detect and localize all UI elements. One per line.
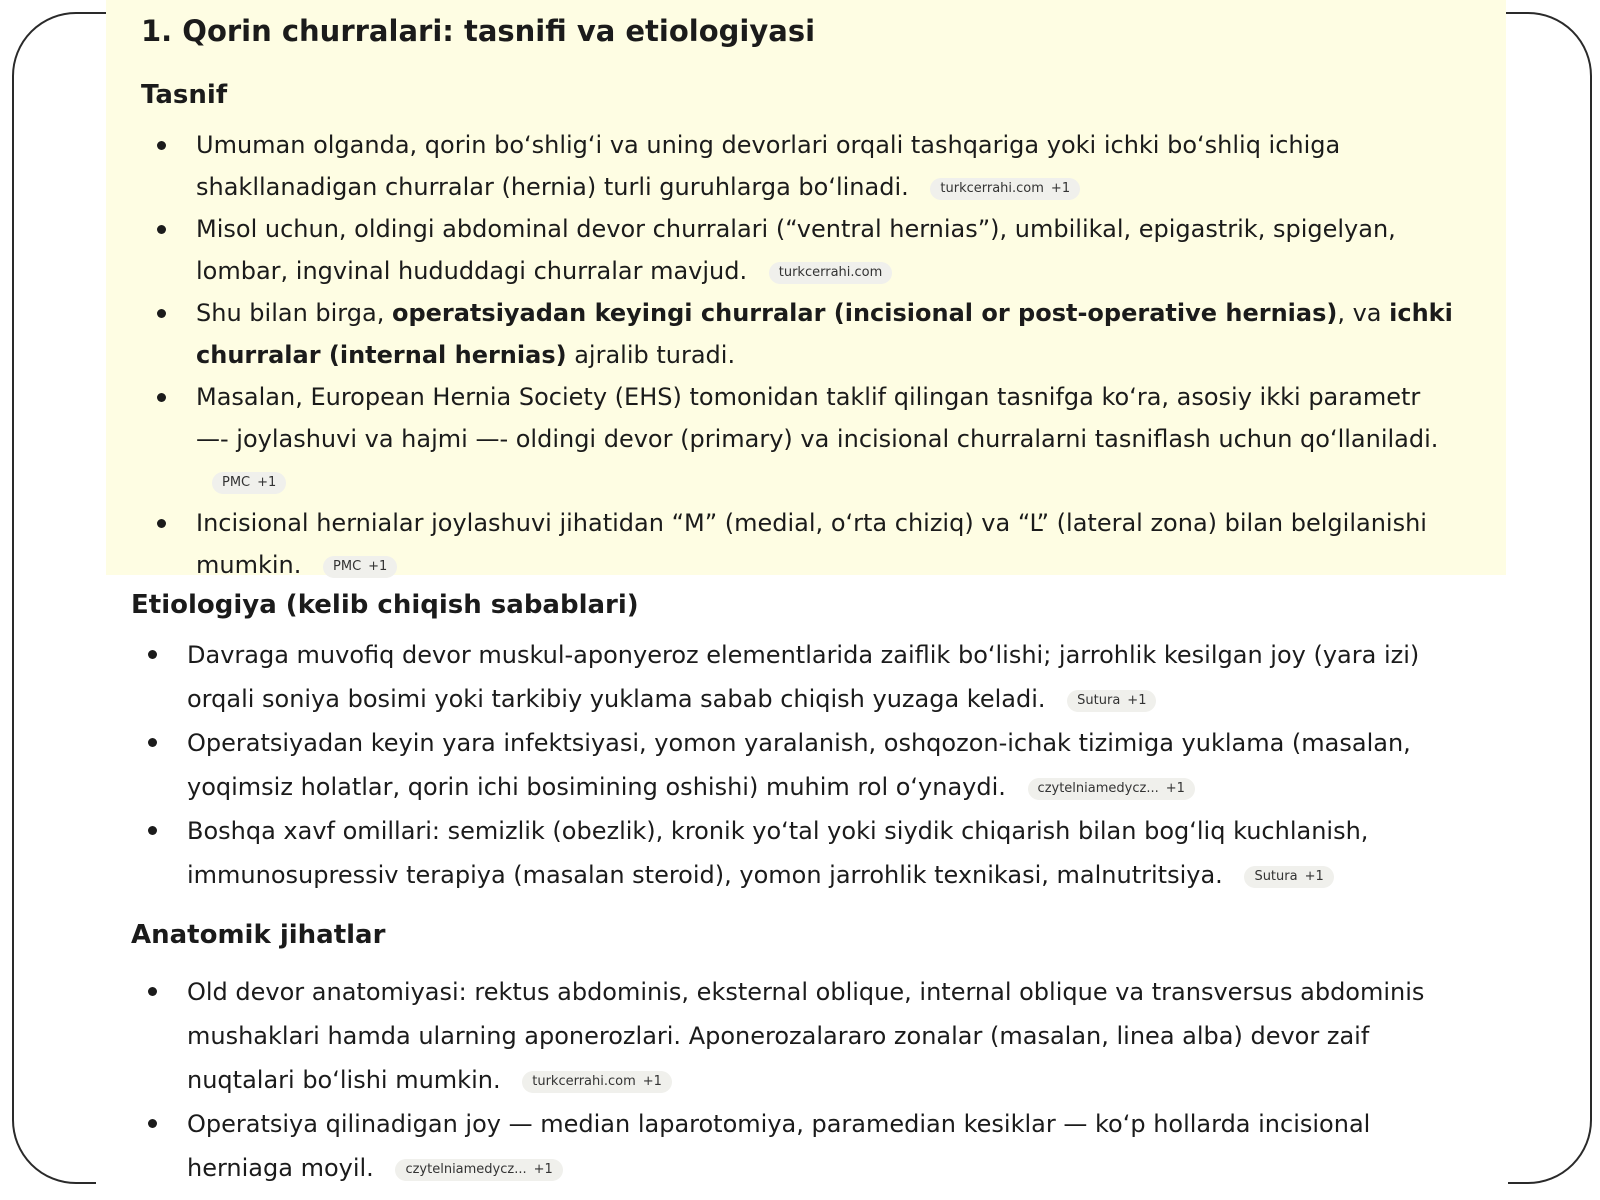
citation-chip[interactable] <box>1067 690 1156 712</box>
citation-source: czytelniamedycz... <box>405 1162 527 1177</box>
list-item <box>187 721 1472 809</box>
list-item-text: Misol uchun, oldingi abdominal devor churralari (“ventral hernias”), umbilikal, epigastrik, spigelyan, lombar, ingvinal hududdagi churralar mavjud. <box>196 215 1396 285</box>
list-item-bold: operatsiyadan keyingi churralar (incisional or post-operative hernias) <box>391 299 1338 327</box>
heading-anatomik: Anatomik jihatlar <box>131 920 386 950</box>
tasnif-list <box>196 124 1456 586</box>
citation-chip[interactable] <box>1244 866 1333 888</box>
bullet-icon <box>148 1119 157 1128</box>
list-item-text: Umuman olganda, qorin bo‘shlig‘i va uning devorlari orqali tashqariga yoki ichki bo‘shliq ichiga shakllanadigan churralar (hernia) turli guruhlarga bo‘linadi. <box>196 131 1341 201</box>
citation-more-count: +1 <box>368 559 388 574</box>
list-item-text-mid: , va <box>1337 299 1390 327</box>
list-item <box>196 208 1456 292</box>
citation-source: PMC <box>333 559 362 574</box>
citation-more-count: +1 <box>257 475 277 490</box>
etiologiya-list <box>187 633 1472 897</box>
citation-more-count: +1 <box>1050 181 1071 196</box>
bullet-icon <box>148 650 157 659</box>
citation-chip[interactable] <box>1028 778 1195 800</box>
list-item-text-pre: Shu bilan birga, <box>196 299 392 327</box>
citation-source: turkcerrahi.com <box>778 265 883 280</box>
citation-source: czytelniamedycz... <box>1037 781 1159 796</box>
list-item <box>187 1102 1472 1190</box>
anatomik-list <box>187 970 1472 1190</box>
heading-tasnif: Tasnif <box>141 80 228 110</box>
bullet-icon <box>148 738 157 747</box>
citation-more-count: +1 <box>1127 693 1147 708</box>
citation-chip[interactable] <box>395 1159 562 1181</box>
page-title: 1. Qorin churralari: tasnifi va etiologiyasi <box>141 14 816 48</box>
list-item-text: Operatsiyadan keyin yara infektsiyasi, yomon yaralanish, oshqozon-ichak tizimiga yuklama (masalan, yoqimsiz holatlar, qorin ichi bosimining oshishi) muhim rol o‘ynaydi. <box>187 729 1411 801</box>
list-item <box>187 809 1472 897</box>
citation-source: Sutura <box>1254 869 1298 884</box>
list-item <box>196 376 1456 502</box>
bullet-icon <box>148 826 157 835</box>
citation-chip[interactable] <box>323 556 397 578</box>
citation-more-count: +1 <box>642 1074 662 1089</box>
list-item-text: Operatsiya qilinadigan joy — median laparotomiya, paramedian kesiklar — ko‘p hollarda incisional herniaga moyil. <box>187 1110 1371 1182</box>
citation-chip[interactable] <box>769 262 893 284</box>
list-item-text-post: ajralib turadi. <box>566 341 736 369</box>
list-item-text: Davraga muvofiq devor muskul-aponyeroz elementlarida zaiflik bo‘lishi; jarrohlik kesilgan joy (yara izi) orqali soniya bosimi yoki tarkibiy yuklama sabab chiqish yuzaga keladi. <box>187 641 1420 713</box>
list-item-text: Masalan, European Hernia Society (EHS) tomonidan taklif qilingan tasnifga ko‘ra, asosiy ikki parametr —- joylashuvi va hajmi —- oldingi devor (primary) va incisional churralarni tasniflash uchun qo‘llaniladi. <box>196 383 1439 453</box>
citation-source: turkcerrahi.com <box>940 181 1044 196</box>
citation-source: Sutura <box>1077 693 1121 708</box>
citation-more-count: +1 <box>1165 781 1185 796</box>
bullet-icon <box>157 309 166 318</box>
bullet-icon <box>157 393 166 402</box>
bullet-icon <box>157 141 166 150</box>
list-item-bold: ichki churralar (internal hernias) <box>196 299 1453 369</box>
citation-more-count: +1 <box>533 1162 553 1177</box>
citation-chip[interactable] <box>212 472 286 494</box>
list-item <box>196 124 1456 208</box>
citation-source: PMC <box>222 475 251 490</box>
citation-chip[interactable] <box>930 178 1080 200</box>
bullet-icon <box>157 225 166 234</box>
list-item-text: Incisional hernialar joylashuvi jihatidan “M” (medial, o‘rta chiziq) va “L” (lateral zona) bilan belgilanishi mumkin. <box>196 509 1427 579</box>
bullet-icon <box>157 519 166 528</box>
citation-more-count: +1 <box>1304 869 1324 884</box>
list-item <box>196 292 1456 376</box>
list-item-text: Boshqa xavf omillari: semizlik (obezlik), kronik yo‘tal yoki siydik chiqarish bilan bog‘liq kuchlanish, immunosupressiv terapiya (masalan steroid), yomon jarrohlik texnikasi, malnutritsiya. <box>187 817 1369 889</box>
citation-chip[interactable] <box>522 1071 672 1093</box>
list-item <box>196 502 1456 586</box>
list-item <box>187 970 1472 1102</box>
bullet-icon <box>148 987 157 996</box>
citation-source: turkcerrahi.com <box>532 1074 636 1089</box>
list-item-text: Old devor anatomiyasi: rektus abdominis, eksternal oblique, internal oblique va transversus abdominis mushaklari hamda ularning aponerozlari. Aponerozalararo zonalar (masalan, linea alba) devor zaif nuqtalari bo‘lishi mumkin. <box>187 978 1425 1094</box>
list-item <box>187 633 1472 721</box>
heading-etiologiya: Etiologiya (kelib chiqish sabablari) <box>131 590 639 620</box>
